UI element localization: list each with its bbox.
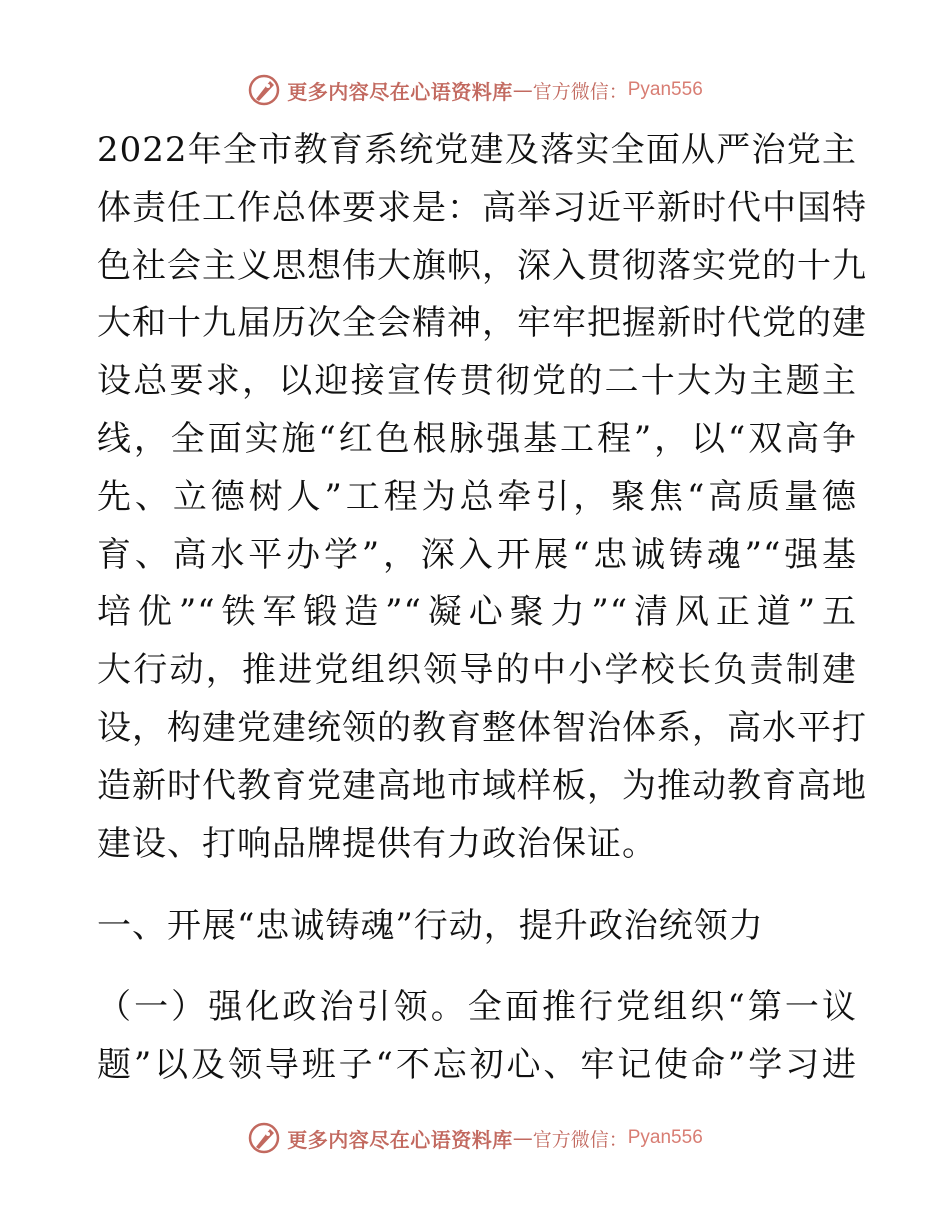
text-line: 大行动，推进党组织领导的中小学校长负责制建 <box>97 650 857 691</box>
watermark-wechat-label: 官方微信： <box>532 1128 628 1151</box>
text-line: 先、立德树人”工程为总牵引，聚焦“高质量德 <box>97 476 857 517</box>
section-heading: 一、开展“忠诚铸魂”行动，提升政治统领力 <box>97 906 764 947</box>
text-line: 培优”“铁军锻造”“凝心聚力”“清风正道”五 <box>97 592 857 633</box>
watermark-wechat-id: Pyan556 <box>627 79 703 100</box>
paragraph-overall-requirements <box>97 122 867 873</box>
pen-nib-logo-icon <box>247 1121 281 1155</box>
watermark-dash: — <box>512 1126 533 1150</box>
watermark-main-text: 更多内容尽在心语资料库 <box>287 79 513 104</box>
pen-nib-logo-icon <box>247 73 281 107</box>
paragraph-political-guidance <box>97 979 857 1095</box>
text-line: 设总要求，以迎接宣传贯彻党的二十大为主题主 <box>97 361 857 402</box>
watermark-dash: — <box>512 78 533 102</box>
text-line: 2022年全市教育系统党建及落实全面从严治党主 <box>97 130 857 170</box>
text-line: 建设、打响品牌提供有力政治保证。 <box>97 823 657 864</box>
text-line: 育、高水平办学”，深入开展“忠诚铸魂”“强基 <box>97 534 857 575</box>
text-line: 色社会主义思想伟大旗帜，深入贯彻落实党的十九 <box>97 245 867 286</box>
watermark-wechat-label: 官方微信： <box>532 80 628 103</box>
watermark-wechat-id: Pyan556 <box>627 1127 703 1148</box>
text-line: （一）强化政治引领。全面推行党组织“第一议 <box>97 987 857 1028</box>
text-line: 体责任工作总体要求是：高举习近平新时代中国特 <box>97 187 867 228</box>
text-line: 造新时代教育党建高地市域样板，为推动教育高地 <box>97 765 867 806</box>
watermark-main-text: 更多内容尽在心语资料库 <box>287 1127 513 1152</box>
footer-watermark <box>0 1118 950 1158</box>
text-line: 大和十九届历次全会精神，牢牢把握新时代党的建 <box>97 303 867 344</box>
text-line: 设，构建党建统领的教育整体智治体系，高水平打 <box>97 707 867 748</box>
text-line: 线，全面实施“红色根脉强基工程”，以“双高争 <box>97 418 857 459</box>
header-watermark <box>0 70 950 110</box>
text-line: 题”以及领导班子“不忘初心、牢记使命”学习进 <box>97 1045 857 1086</box>
document-body <box>97 122 867 1095</box>
